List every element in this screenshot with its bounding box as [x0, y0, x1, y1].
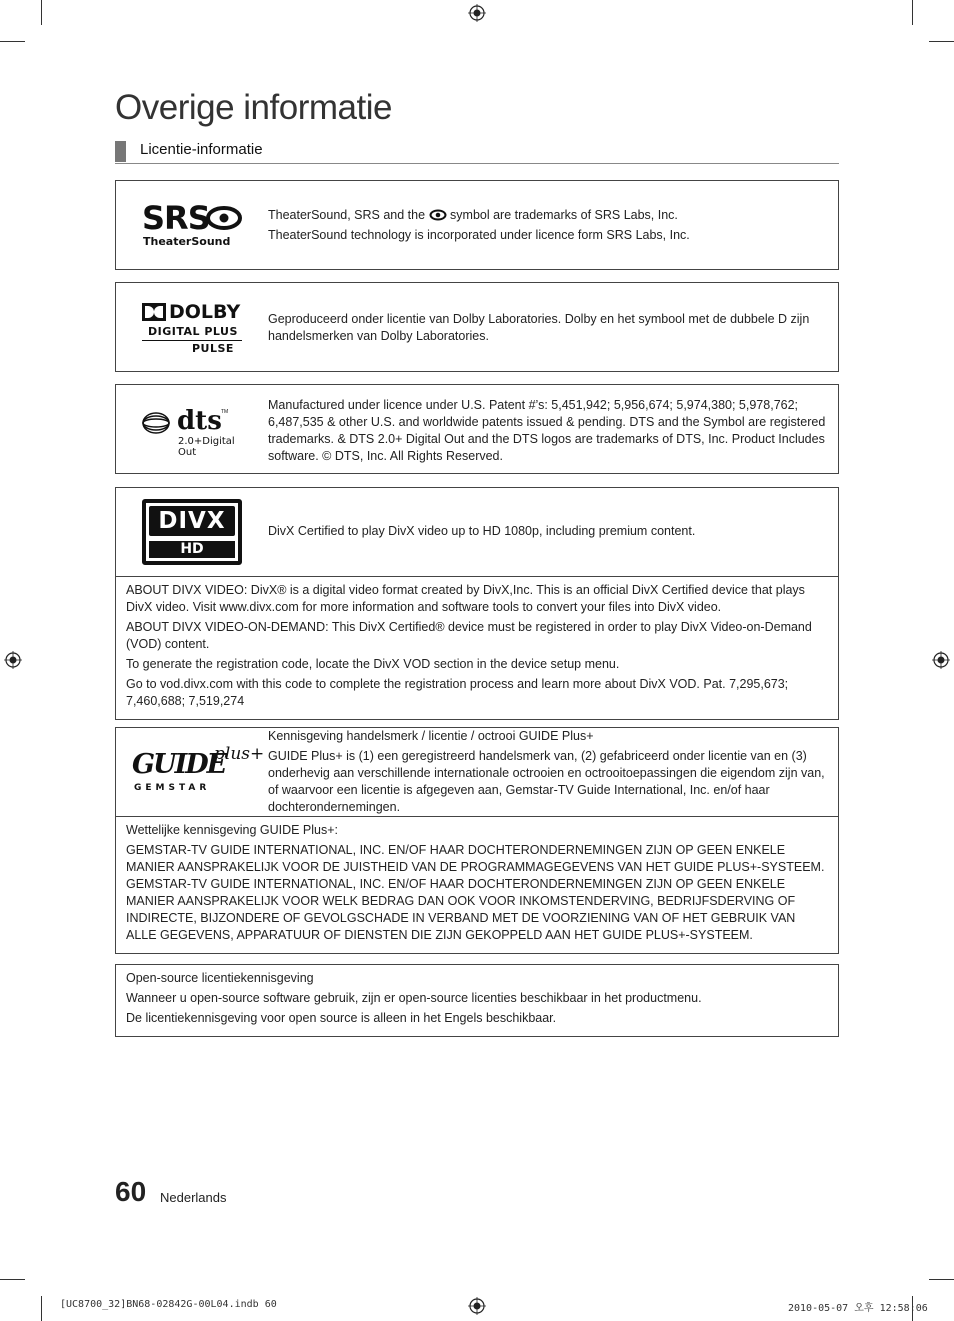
dolby-license-box — [115, 282, 839, 372]
page-number: 60 — [115, 1176, 147, 1207]
open-source-line: De licentiekennisgeving voor open source is alleen in het Engels beschikbaar. — [126, 1011, 557, 1025]
guide-plus-heading: Kennisgeving handelsmerk / licentie / octrooi GUIDE Plus+ — [268, 729, 594, 743]
dolby-logo-sub2: PULSE — [192, 342, 234, 355]
dolby-logo-sub1: DIGITAL PLUS — [148, 325, 238, 338]
divx-logo — [142, 499, 242, 565]
divx-license-box — [115, 487, 839, 720]
crop-mark — [41, 1296, 42, 1321]
crop-mark — [929, 1279, 954, 1280]
divx-about-paragraph: ABOUT DIVX VIDEO-ON-DEMAND: This DivX Certified® device must be registered in order to play DivX Video-on-Demand (VOD) content. — [126, 620, 812, 651]
srs-license-box — [115, 180, 839, 270]
dts-wave-icon — [142, 412, 174, 434]
srs-line2: TheaterSound technology is incorporated under licence form SRS Labs, Inc. — [268, 228, 690, 242]
section-title: Licentie-informatie — [140, 141, 263, 158]
registration-mark-icon — [468, 1297, 486, 1315]
crop-mark — [912, 0, 913, 25]
dts-logo-text: dts — [177, 406, 222, 436]
registration-mark-icon — [4, 651, 22, 669]
section-heading — [115, 140, 839, 164]
open-source-heading: Open-source licentiekennisgeving — [126, 971, 314, 985]
guide-plus-logo-plus: plus+ — [214, 744, 265, 764]
guide-plus-body: GUIDE Plus+ is (1) een geregistreerd handelsmerk van, (2) gefabriceerd onder licentie van en (3) onderhevig aan verschillende internationale octrooien en octrooitoepassingen die eigendom zijn van, of waarvoor een licentie is afgegeven aan, Gemstar-TV Guide International, Inc. en/of haar dochterondernemingen. — [268, 749, 825, 814]
guide-plus-text — [268, 728, 828, 819]
guide-plus-license-box — [115, 727, 839, 954]
dolby-logo-text: DOLBY — [169, 301, 241, 323]
srs-logo — [142, 201, 246, 251]
open-source-content — [116, 965, 838, 1036]
divx-logo-text: DIVX — [158, 508, 226, 534]
registration-mark-icon — [932, 651, 950, 669]
guide-plus-logo — [132, 744, 265, 800]
divx-logo-bottom — [149, 541, 235, 558]
open-source-license-box — [115, 964, 839, 1037]
srs-symbol-icon — [429, 209, 447, 221]
srs-text — [268, 207, 828, 247]
slug-file-info: [UC8700_32]BN68-02842G-00L04.indb 60 — [60, 1299, 277, 1310]
guide-plus-legal-heading: Wettelijke kennisgeving GUIDE Plus+: — [126, 823, 339, 837]
crop-mark — [41, 0, 42, 25]
dts-logo-subtext: 2.0+Digital Out — [178, 436, 235, 458]
guide-plus-legal-text: GEMSTAR-TV GUIDE INTERNATIONAL, INC. EN/OF HAAR DOCHTERONDERNEMINGEN ZIJN OP GEEN ENKELE MANIER AANSPRAKELIJK VOOR DE JUISTHEID VAN DE PROGRAMMAGEGEVENS VAN HET GUIDE PLUS+-SYSTEEM. GEMSTAR-TV GUIDE INTERNATIONAL, INC. EN/OF HAAR DOCHTERONDERNEMINGEN ZIJN OP GEEN ENKELE MANIER AANSPRAKELIJK VOOR WELK BEDRAG DAN OOK VOOR INKOMSTENDERVING, BEDRIJFSDERVING OF INDIRECTE, BIJZONDERE OF GEVOLGSCHADE IN VERBAND MET DE VOORZIENING VAN OF HET GEBRUIK VAN ALLE GEGEVENS, APPARATUUR OF DIENSTEN DIE ZIJN GEKOPPELD AAN HET GUIDE PLUS+-SYSTEEM. — [126, 843, 825, 942]
crop-mark — [0, 1279, 25, 1280]
srs-logo-subtext: TheaterSound — [143, 235, 231, 248]
guide-plus-logo-subtext: GEMSTAR — [134, 783, 211, 793]
page-language: Nederlands — [160, 1190, 227, 1205]
divx-text: DivX Certified to play DivX video up to HD 1080p, including premium content. — [268, 524, 696, 538]
srs-logo-text: SRS — [142, 199, 210, 237]
divx-about-paragraph: ABOUT DIVX VIDEO: DivX® is a digital video format created by DivX,Inc. This is an official DivX Certified device that plays DivX video. Visit www.divx.com for more information and software tools to convert your files into DivX video. — [126, 583, 805, 614]
divx-logo-row — [116, 488, 838, 576]
guide-plus-logo-text: GUIDE — [132, 749, 226, 780]
dolby-double-d-icon — [142, 303, 166, 321]
dts-logo — [142, 406, 246, 458]
registration-mark-icon — [468, 4, 486, 22]
srs-line1-end: symbol are trademarks of SRS Labs, Inc. — [450, 208, 678, 222]
dts-logo-tm: TM — [221, 409, 229, 415]
section-marker — [115, 141, 126, 162]
dolby-logo-divider — [142, 340, 242, 341]
divx-about-paragraph: To generate the registration code, locate the DivX VOD section in the device setup menu. — [126, 657, 620, 671]
guide-plus-logo-row — [116, 728, 838, 816]
divx-about — [116, 576, 838, 719]
slug-timestamp: 2010-05-07 오후 12:58:06 — [788, 1303, 928, 1314]
page-title: Overige informatie — [115, 88, 392, 127]
dolby-text: Geproduceerd onder licentie van Dolby Laboratories. Dolby en het symbool met de dubbele D zijn handelsmerken van Dolby Laboratories. — [268, 312, 810, 343]
srs-eye-icon — [206, 206, 242, 230]
dolby-logo — [142, 302, 244, 356]
crop-mark — [0, 41, 25, 42]
open-source-line: Wanneer u open-source software gebruik, zijn er open-source licenties beschikbaar in het productmenu. — [126, 991, 702, 1005]
guide-plus-legal — [116, 816, 838, 953]
crop-mark — [929, 41, 954, 42]
dts-license-box — [115, 384, 839, 474]
dts-text: Manufactured under licence under U.S. Patent #’s: 5,451,942; 5,956,674; 5,974,380; 5,978,762; 6,487,535 & other U.S. and worldwide patents issued & pending. DTS and the Symbol are registered trademarks. & DTS 2.0+ Digital Out and the DTS logos are trademarks of DTS, Inc. Product Includes software. © DTS, Inc. All Rights Reserved. — [268, 398, 826, 463]
divx-logo-top — [149, 506, 235, 536]
srs-line1-start: TheaterSound, SRS and the — [268, 208, 426, 222]
divx-about-paragraph: Go to vod.divx.com with this code to complete the registration process and learn more about DivX VOD. Pat. 7,295,673; 7,460,688; 7,519,274 — [126, 677, 789, 708]
divx-logo-frame — [142, 499, 242, 565]
divx-logo-subtext: HD — [180, 541, 204, 557]
